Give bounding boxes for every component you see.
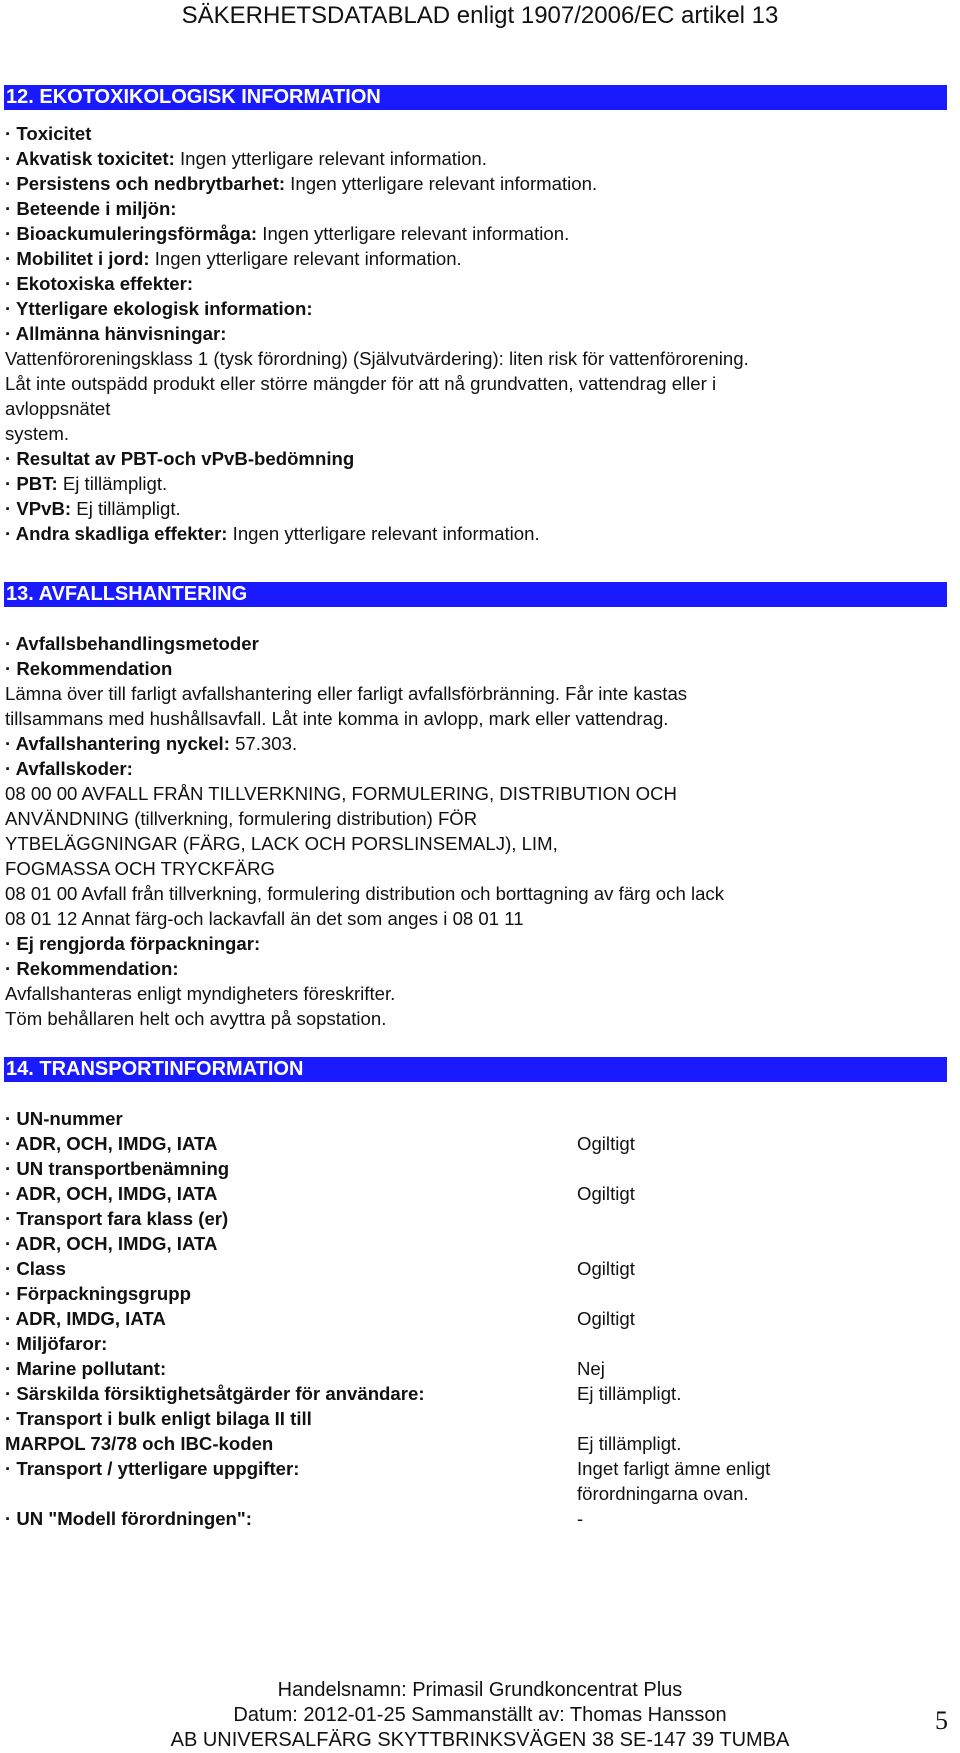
transport-row: [5, 1456, 945, 1481]
beteende-heading: · Beteende i miljön:: [5, 198, 177, 219]
nyckel-label: · Avfallshantering nyckel:: [5, 733, 230, 754]
koder-heading: · Avfallskoder:: [5, 758, 133, 779]
andra-value: Ingen ytterligare relevant information.: [227, 523, 540, 544]
footer-datum: Datum: 2012-01-25 Sammanställt av: Thomas Hansson: [233, 1704, 727, 1726]
kod-line-1: 08 00 00 AVFALL FRÅN TILLVERKNING, FORMULERING, DISTRIBUTION OCH: [5, 783, 677, 804]
kod-line-5: 08 01 00 Avfall från tillverkning, formulering distribution och borttagning av färg och lack: [5, 883, 725, 904]
transport-row: [5, 1506, 945, 1531]
akvatisk-value: Ingen ytterligare relevant information.: [174, 148, 487, 169]
transport-row-label: · UN-nummer: [5, 1108, 123, 1129]
persistens-line: [5, 171, 945, 196]
transport-row-label: · UN "Modell förordningen":: [5, 1508, 252, 1529]
transport-row: [5, 1131, 945, 1156]
transport-row: [5, 1231, 945, 1256]
transport-row: [5, 1381, 945, 1406]
mobilitet-line: [5, 246, 945, 271]
transport-row-label: · Transport i bulk enligt bilaga II till: [5, 1408, 312, 1429]
transport-row-value: Ogiltigt: [577, 1258, 635, 1279]
transport-table: [5, 1106, 945, 1531]
transport-row: [5, 1356, 945, 1381]
mobilitet-value: Ingen ytterligare relevant information.: [149, 248, 462, 269]
andra-line: [5, 521, 945, 546]
transport-row-value: Ogiltigt: [577, 1133, 635, 1154]
andra-label: · Andra skadliga effekter:: [5, 523, 228, 544]
transport-row: [5, 1481, 945, 1506]
persistens-value: Ingen ytterligare relevant information.: [285, 173, 598, 194]
nyckel-line: [5, 731, 945, 756]
footer-handelsnamn: Handelsnamn: Primasil Grundkoncentrat Plus: [277, 1679, 683, 1701]
transport-row-label: MARPOL 73/78 och IBC-koden: [5, 1433, 274, 1454]
page-number: 5: [935, 1706, 948, 1735]
latinte-text-1: Låt inte outspädd produkt eller större mängder för att nå grundvatten, vattendrag eller i: [5, 373, 717, 394]
resultat-heading: · Resultat av PBT-och vPvB-bedömning: [5, 448, 355, 469]
transport-row-label: · Förpackningsgrupp: [5, 1283, 191, 1304]
section-14-heading: 14. TRANSPORTINFORMATION: [4, 1057, 947, 1082]
transport-row-label: · Marine pollutant:: [5, 1358, 167, 1379]
transport-row-label: · UN transportbenämning: [5, 1158, 230, 1179]
section-12-body: [5, 121, 945, 546]
rekommendation2-heading: · Rekommendation:: [5, 958, 179, 979]
akvatisk-label: · Akvatisk toxicitet:: [5, 148, 175, 169]
persistens-label: · Persistens och nedbrytbarhet:: [5, 173, 286, 194]
footer-foretag: AB UNIVERSALFÄRG SKYTTBRINKSVÄGEN 38 SE-147 39 TUMBA: [170, 1729, 790, 1751]
bioack-value: Ingen ytterligare relevant information.: [257, 223, 570, 244]
lamna-text-2: tillsammans med hushållsavfall. Låt inte komma in avlopp, mark eller vattendrag.: [5, 708, 669, 729]
section-13-heading: 13. AVFALLSHANTERING: [4, 582, 947, 607]
transport-row: [5, 1306, 945, 1331]
transport-row: [5, 1181, 945, 1206]
mobilitet-label: · Mobilitet i jord:: [5, 248, 150, 269]
toxicitet-heading: · Toxicitet: [5, 123, 92, 144]
section-12-heading: 12. EKOTOXIKOLOGISK INFORMATION: [4, 85, 947, 110]
page-header-title: SÄKERHETSDATABLAD enligt 1907/2006/EC artikel 13: [181, 2, 779, 29]
transport-row-label: · ADR, OCH, IMDG, IATA: [5, 1133, 218, 1154]
transport-row-value: Inget farligt ämne enligt: [577, 1458, 771, 1479]
transport-row-value: förordningarna ovan.: [577, 1483, 749, 1504]
transport-row-label: · ADR, IMDG, IATA: [5, 1308, 166, 1329]
transport-row-value: Ej tillämpligt.: [577, 1433, 682, 1454]
transport-row-label: · ADR, OCH, IMDG, IATA: [5, 1183, 218, 1204]
nyckel-value: 57.303.: [229, 733, 298, 754]
tom-text: Töm behållaren helt och avyttra på sopstation.: [5, 1008, 387, 1029]
allmanna-heading: · Allmänna hänvisningar:: [5, 323, 227, 344]
pbt-value: Ej tillämpligt.: [57, 473, 168, 494]
vpvb-line: [5, 496, 945, 521]
lamna-text-1: Lämna över till farligt avfallshantering eller farligt avfallsförbränning. Får inte kastas: [5, 683, 688, 704]
transport-row-label: · Class: [5, 1258, 66, 1279]
transport-row-label: · Miljöfaror:: [5, 1333, 108, 1354]
transport-row: [5, 1206, 945, 1231]
transport-row: [5, 1256, 945, 1281]
akvatisk-line: [5, 146, 945, 171]
transport-row: [5, 1406, 945, 1431]
metoder-heading: · Avfallsbehandlingsmetoder: [5, 633, 259, 654]
bioack-line: [5, 221, 945, 246]
vpvb-label: · VPvB:: [5, 498, 72, 519]
transport-row-value: Ogiltigt: [577, 1308, 635, 1329]
transport-row-label: · Transport fara klass (er): [5, 1208, 229, 1229]
transport-row: [5, 1281, 945, 1306]
transport-row-value: -: [577, 1508, 584, 1529]
transport-row-value: Nej: [577, 1358, 605, 1379]
transport-row-label: · Transport / ytterligare uppgifter:: [5, 1458, 300, 1479]
transport-row-value: Ej tillämpligt.: [577, 1383, 682, 1404]
kod-line-3: YTBELÄGGNINGAR (FÄRG, LACK OCH PORSLINSEMALJ), LIM,: [5, 833, 558, 854]
vattenklass-text: Vattenföroreningsklass 1 (tysk förordning) (Självutvärdering): liten risk för vattenförorening.: [5, 348, 749, 369]
ekotox-heading: · Ekotoxiska effekter:: [5, 273, 194, 294]
kod-line-4: FOGMASSA OCH TRYCKFÄRG: [5, 858, 275, 879]
section-13-body: [5, 631, 945, 1031]
kod-line-2: ANVÄNDNING (tillverkning, formulering distribution) FÖR: [5, 808, 478, 829]
pbt-line: [5, 471, 945, 496]
transport-row: [5, 1106, 945, 1131]
latinte-text-2: avloppsnätet: [5, 398, 111, 419]
transport-row: [5, 1156, 945, 1181]
ytterligare-heading: · Ytterligare ekologisk information:: [5, 298, 313, 319]
rekommendation-heading: · Rekommendation: [5, 658, 173, 679]
vpvb-value: Ej tillämpligt.: [71, 498, 181, 519]
transport-row: [5, 1331, 945, 1356]
transport-row-value: Ogiltigt: [577, 1183, 635, 1204]
pbt-label: · PBT:: [5, 473, 58, 494]
bioack-label: · Bioackumuleringsförmåga:: [5, 223, 258, 244]
kod-line-6: 08 01 12 Annat färg-och lackavfall än det som anges i 08 01 11: [5, 908, 524, 929]
ej-rengjorda-heading: · Ej rengjorda förpackningar:: [5, 933, 261, 954]
transport-row-label: · Särskilda försiktighetsåtgärder för användare:: [5, 1383, 425, 1404]
latinte-text-3: system.: [5, 423, 70, 444]
transport-row: [5, 1431, 945, 1456]
transport-row-label: · ADR, OCH, IMDG, IATA: [5, 1233, 218, 1254]
avfallshanteras-text: Avfallshanteras enligt myndigheters föreskrifter.: [5, 983, 396, 1004]
